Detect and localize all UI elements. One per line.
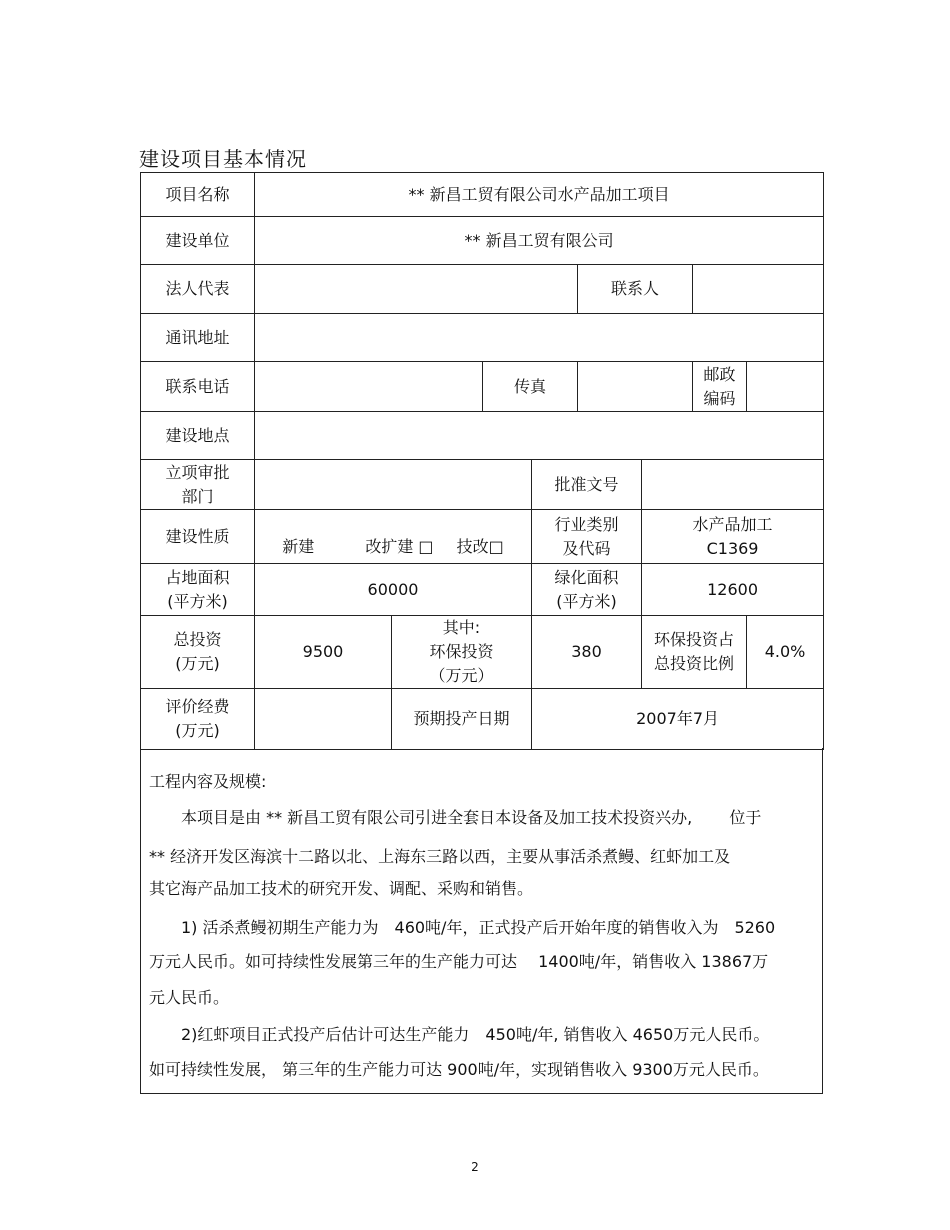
page-title: 建设项目基本情况 bbox=[139, 147, 307, 171]
project-name-label: 项目名称 bbox=[141, 173, 255, 217]
eval-label-line1: 评价经费 bbox=[165, 697, 230, 716]
nature-tech-option[interactable]: 技改□ bbox=[456, 537, 504, 556]
invest-value[interactable]: 9500 bbox=[255, 616, 392, 689]
address-label: 通讯地址 bbox=[141, 314, 255, 362]
contact-label: 联系人 bbox=[578, 265, 693, 314]
industry-label-line2: 及代码 bbox=[562, 538, 611, 558]
eval-label bbox=[141, 689, 255, 750]
page-number: 2 bbox=[471, 1160, 479, 1174]
approval-dept-field[interactable] bbox=[255, 460, 532, 510]
env-invest-label bbox=[392, 616, 532, 689]
invest-label bbox=[141, 616, 255, 689]
fax-label: 传真 bbox=[483, 362, 578, 412]
approval-dept-label bbox=[141, 460, 255, 510]
row-approval bbox=[141, 460, 824, 510]
row-unit bbox=[141, 217, 824, 265]
approval-dept-line2: 部门 bbox=[181, 486, 214, 506]
postcode-label-line2: 编码 bbox=[703, 388, 736, 408]
green-value[interactable]: 12600 bbox=[642, 564, 824, 616]
area-label-line1: 占地面积 bbox=[165, 567, 230, 587]
env-invest-value[interactable]: 380 bbox=[532, 616, 642, 689]
postcode-field[interactable] bbox=[747, 362, 824, 412]
approval-dept-line1: 立项审批 bbox=[165, 462, 230, 482]
project-content-box bbox=[140, 748, 823, 1094]
project-name-value[interactable]: ** 新昌工贸有限公司水产品加工项目 bbox=[255, 173, 824, 217]
approval-no-field[interactable] bbox=[642, 460, 824, 510]
industry-label bbox=[532, 510, 642, 564]
row-nature bbox=[141, 510, 824, 564]
invest-label-line2: (万元) bbox=[175, 654, 220, 673]
unit-value[interactable]: ** 新昌工贸有限公司 bbox=[255, 217, 824, 265]
industry-value[interactable] bbox=[642, 510, 824, 564]
content-p3-line1: 2)红虾项目正式投产后估计可达生产能力 450吨/年, 销售收入 4650万元人民币。 bbox=[181, 1025, 770, 1044]
phone-label: 联系电话 bbox=[141, 362, 255, 412]
ratio-label-line1: 环保投资占 bbox=[653, 630, 734, 649]
industry-value-line1: 水产品加工 bbox=[692, 514, 773, 534]
content-p2-line2: 万元人民币。如可持续性发展第三年的生产能力可达 1400吨/年，销售收入 13867万 bbox=[149, 952, 769, 971]
fax-field[interactable] bbox=[578, 362, 693, 412]
start-date-label: 预期投产日期 bbox=[392, 689, 532, 750]
start-date-value[interactable]: 2007年7月 bbox=[532, 689, 824, 750]
row-legal bbox=[141, 265, 824, 314]
content-p2-line3: 元人民币。 bbox=[149, 988, 230, 1007]
site-label: 建设地点 bbox=[141, 412, 255, 460]
invest-label-line1: 总投资 bbox=[173, 630, 222, 649]
ratio-label-line2: 总投资比例 bbox=[653, 654, 734, 673]
row-investment bbox=[141, 616, 824, 689]
phone-field[interactable] bbox=[255, 362, 483, 412]
green-label-line1: 绿化面积 bbox=[554, 567, 619, 587]
nature-label: 建设性质 bbox=[141, 510, 255, 564]
ratio-label bbox=[642, 616, 747, 689]
legal-rep-field[interactable] bbox=[255, 265, 578, 314]
green-label bbox=[532, 564, 642, 616]
content-p1-line3: 其它海产品加工技术的研究开发、调配、采购和销售。 bbox=[149, 879, 534, 898]
content-p1-line2: ** 经济开发区海滨十二路以北、上海东三路以西，主要从事活杀煮鳗、红虾加工及 bbox=[149, 847, 731, 866]
row-project-name bbox=[141, 173, 824, 217]
area-label-line2: (平方米) bbox=[167, 591, 228, 611]
env-invest-line2: 环保投资 bbox=[429, 642, 494, 661]
project-info-table bbox=[140, 172, 824, 750]
approval-no-label: 批准文号 bbox=[532, 460, 642, 510]
row-site bbox=[141, 412, 824, 460]
area-value[interactable]: 60000 bbox=[255, 564, 532, 616]
legal-rep-label: 法人代表 bbox=[141, 265, 255, 314]
eval-label-line2: (万元) bbox=[175, 721, 220, 740]
nature-expand-option[interactable]: 改扩建 □ bbox=[365, 537, 434, 556]
nature-new-option[interactable]: 新建 bbox=[282, 537, 315, 556]
row-evaluation bbox=[141, 689, 824, 750]
contact-field[interactable] bbox=[693, 265, 824, 314]
row-address bbox=[141, 314, 824, 362]
content-p2-line1: 1) 活杀煮鳗初期生产能力为 460吨/年，正式投产后开始年度的销售收入为 5260 bbox=[181, 918, 776, 937]
content-heading: 工程内容及规模: bbox=[149, 772, 267, 791]
nature-options bbox=[255, 510, 532, 564]
area-label bbox=[141, 564, 255, 616]
site-field[interactable] bbox=[255, 412, 824, 460]
env-invest-line1: 其中: bbox=[442, 618, 481, 637]
green-label-line2: (平方米) bbox=[556, 591, 617, 611]
unit-label: 建设单位 bbox=[141, 217, 255, 265]
content-p1-line1: 本项目是由 ** 新昌工贸有限公司引进全套日本设备及加工技术投资兴办, 位于 bbox=[181, 808, 762, 827]
ratio-value[interactable]: 4.0% bbox=[747, 616, 824, 689]
row-area bbox=[141, 564, 824, 616]
content-p3-line2: 如可持续性发展， 第三年的生产能力可达 900吨/年，实现销售收入 9300万元人民币。 bbox=[149, 1060, 769, 1079]
postcode-label bbox=[693, 362, 747, 412]
eval-field[interactable] bbox=[255, 689, 392, 750]
postcode-label-line1: 邮政 bbox=[703, 364, 736, 384]
address-field[interactable] bbox=[255, 314, 824, 362]
row-phone bbox=[141, 362, 824, 412]
industry-label-line1: 行业类别 bbox=[554, 514, 619, 534]
industry-value-line2: C1369 bbox=[706, 538, 759, 558]
env-invest-line3: （万元） bbox=[429, 666, 494, 685]
